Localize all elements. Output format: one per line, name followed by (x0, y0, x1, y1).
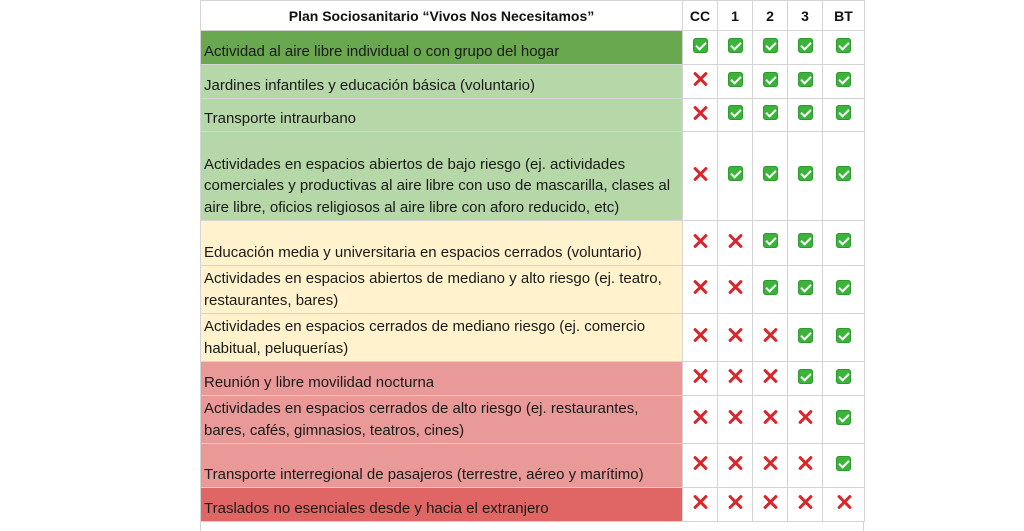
cross-icon (727, 494, 743, 510)
status-cell (718, 132, 753, 221)
cross-icon (762, 368, 778, 384)
status-cell (788, 362, 823, 396)
check-icon (763, 280, 778, 295)
status-cell (683, 221, 718, 266)
status-cell (823, 362, 865, 396)
status-cell (788, 31, 823, 65)
status-cell (753, 132, 788, 221)
cross-icon (727, 409, 743, 425)
table-title: Plan Sociosanitario “Vivos Nos Necesitamos” (201, 1, 683, 31)
cross-icon (692, 233, 708, 249)
cross-icon (762, 327, 778, 343)
cross-icon (762, 494, 778, 510)
activity-label: Traslados no esenciales desde y hacia el extranjero (201, 488, 683, 522)
status-cell (753, 362, 788, 396)
status-cell (788, 221, 823, 266)
status-cell (718, 31, 753, 65)
cross-icon (692, 494, 708, 510)
check-icon (763, 105, 778, 120)
plan-table-container (200, 0, 864, 517)
status-cell (823, 221, 865, 266)
check-icon (836, 328, 851, 343)
status-cell (823, 396, 865, 444)
check-icon (798, 280, 813, 295)
check-icon (798, 105, 813, 120)
status-cell (753, 314, 788, 362)
status-cell (823, 314, 865, 362)
check-icon (836, 456, 851, 471)
status-cell (788, 132, 823, 221)
activity-label: Actividades en espacios abiertos de bajo riesgo (ej. actividades comerciales y productivas al aire libre con uso de mascarilla, clases al aire libre, oficios religiosos al aire libre con aforo reducido, etc) (201, 132, 683, 221)
check-icon (798, 38, 813, 53)
check-icon (836, 166, 851, 181)
check-icon (763, 38, 778, 53)
column-header-3: 3 (788, 1, 823, 31)
check-icon (798, 328, 813, 343)
status-cell (718, 266, 753, 314)
activity-label: Actividad al aire libre individual o con grupo del hogar (201, 31, 683, 65)
status-cell (718, 221, 753, 266)
status-cell (683, 31, 718, 65)
activity-label: Educación media y universitaria en espacios cerrados (voluntario) (201, 221, 683, 266)
status-cell (823, 266, 865, 314)
cross-icon (797, 455, 813, 471)
table-row (201, 221, 865, 266)
cross-icon (762, 409, 778, 425)
status-cell (788, 488, 823, 522)
status-cell (823, 99, 865, 132)
status-cell (753, 221, 788, 266)
check-icon (763, 233, 778, 248)
status-cell (788, 266, 823, 314)
status-cell (683, 396, 718, 444)
cross-icon (692, 105, 708, 121)
cross-icon (727, 327, 743, 343)
status-cell (823, 444, 865, 488)
activity-label: Transporte intraurbano (201, 99, 683, 132)
check-icon (728, 72, 743, 87)
activity-label: Actividades en espacios cerrados de mediano riesgo (ej. comercio habitual, peluquerías) (201, 314, 683, 362)
check-icon (728, 105, 743, 120)
status-cell (753, 65, 788, 99)
status-cell (683, 314, 718, 362)
status-cell (718, 396, 753, 444)
cross-icon (692, 409, 708, 425)
status-cell (718, 444, 753, 488)
table-row (201, 444, 865, 488)
cross-icon (797, 409, 813, 425)
status-cell (753, 266, 788, 314)
activity-label: Actividades en espacios cerrados de alto riesgo (ej. restaurantes, bares, cafés, gimnasios, teatros, cines) (201, 396, 683, 444)
check-icon (836, 72, 851, 87)
status-cell (683, 99, 718, 132)
cross-icon (692, 166, 708, 182)
check-icon (836, 38, 851, 53)
status-cell (823, 31, 865, 65)
status-cell (823, 132, 865, 221)
status-cell (788, 314, 823, 362)
check-icon (798, 369, 813, 384)
cross-icon (836, 494, 852, 510)
table-row (201, 31, 865, 65)
table-row (201, 362, 865, 396)
status-cell (683, 362, 718, 396)
status-cell (788, 99, 823, 132)
status-cell (823, 65, 865, 99)
cross-icon (727, 368, 743, 384)
check-icon (763, 72, 778, 87)
status-cell (683, 266, 718, 314)
column-header-2: 2 (753, 1, 788, 31)
status-cell (718, 488, 753, 522)
check-icon (798, 72, 813, 87)
status-cell (683, 132, 718, 221)
table-row (201, 132, 865, 221)
status-cell (788, 65, 823, 99)
table-row (201, 396, 865, 444)
check-icon (763, 166, 778, 181)
status-cell (788, 444, 823, 488)
table-bottom-strip (200, 522, 864, 531)
status-cell (683, 488, 718, 522)
status-cell (718, 362, 753, 396)
cross-icon (727, 233, 743, 249)
check-icon (836, 105, 851, 120)
cross-icon (692, 71, 708, 87)
cross-icon (692, 455, 708, 471)
column-header-bt: BT (823, 1, 865, 31)
status-cell (753, 396, 788, 444)
cross-icon (692, 368, 708, 384)
table-header-row (201, 1, 865, 31)
table-row (201, 488, 865, 522)
column-header-cc: CC (683, 1, 718, 31)
status-cell (683, 444, 718, 488)
table-row (201, 99, 865, 132)
check-icon (728, 38, 743, 53)
check-icon (798, 166, 813, 181)
column-header-1: 1 (718, 1, 753, 31)
activity-label: Actividades en espacios abiertos de mediano y alto riesgo (ej. teatro, restaurantes, bares) (201, 266, 683, 314)
check-icon (798, 233, 813, 248)
status-cell (683, 65, 718, 99)
status-cell (718, 99, 753, 132)
check-icon (693, 38, 708, 53)
table-row (201, 266, 865, 314)
cross-icon (692, 327, 708, 343)
cross-icon (727, 455, 743, 471)
status-cell (753, 488, 788, 522)
status-cell (823, 488, 865, 522)
table-row (201, 314, 865, 362)
status-cell (788, 396, 823, 444)
check-icon (728, 166, 743, 181)
activity-label: Reunión y libre movilidad nocturna (201, 362, 683, 396)
cross-icon (797, 494, 813, 510)
activity-label: Transporte interregional de pasajeros (terrestre, aéreo y marítimo) (201, 444, 683, 488)
check-icon (836, 233, 851, 248)
check-icon (836, 280, 851, 295)
status-cell (753, 444, 788, 488)
cross-icon (727, 279, 743, 295)
cross-icon (692, 279, 708, 295)
table-row (201, 65, 865, 99)
status-cell (753, 99, 788, 132)
plan-table (200, 0, 865, 522)
activity-label: Jardines infantiles y educación básica (voluntario) (201, 65, 683, 99)
check-icon (836, 369, 851, 384)
status-cell (718, 314, 753, 362)
status-cell (753, 31, 788, 65)
cross-icon (762, 455, 778, 471)
status-cell (718, 65, 753, 99)
check-icon (836, 410, 851, 425)
